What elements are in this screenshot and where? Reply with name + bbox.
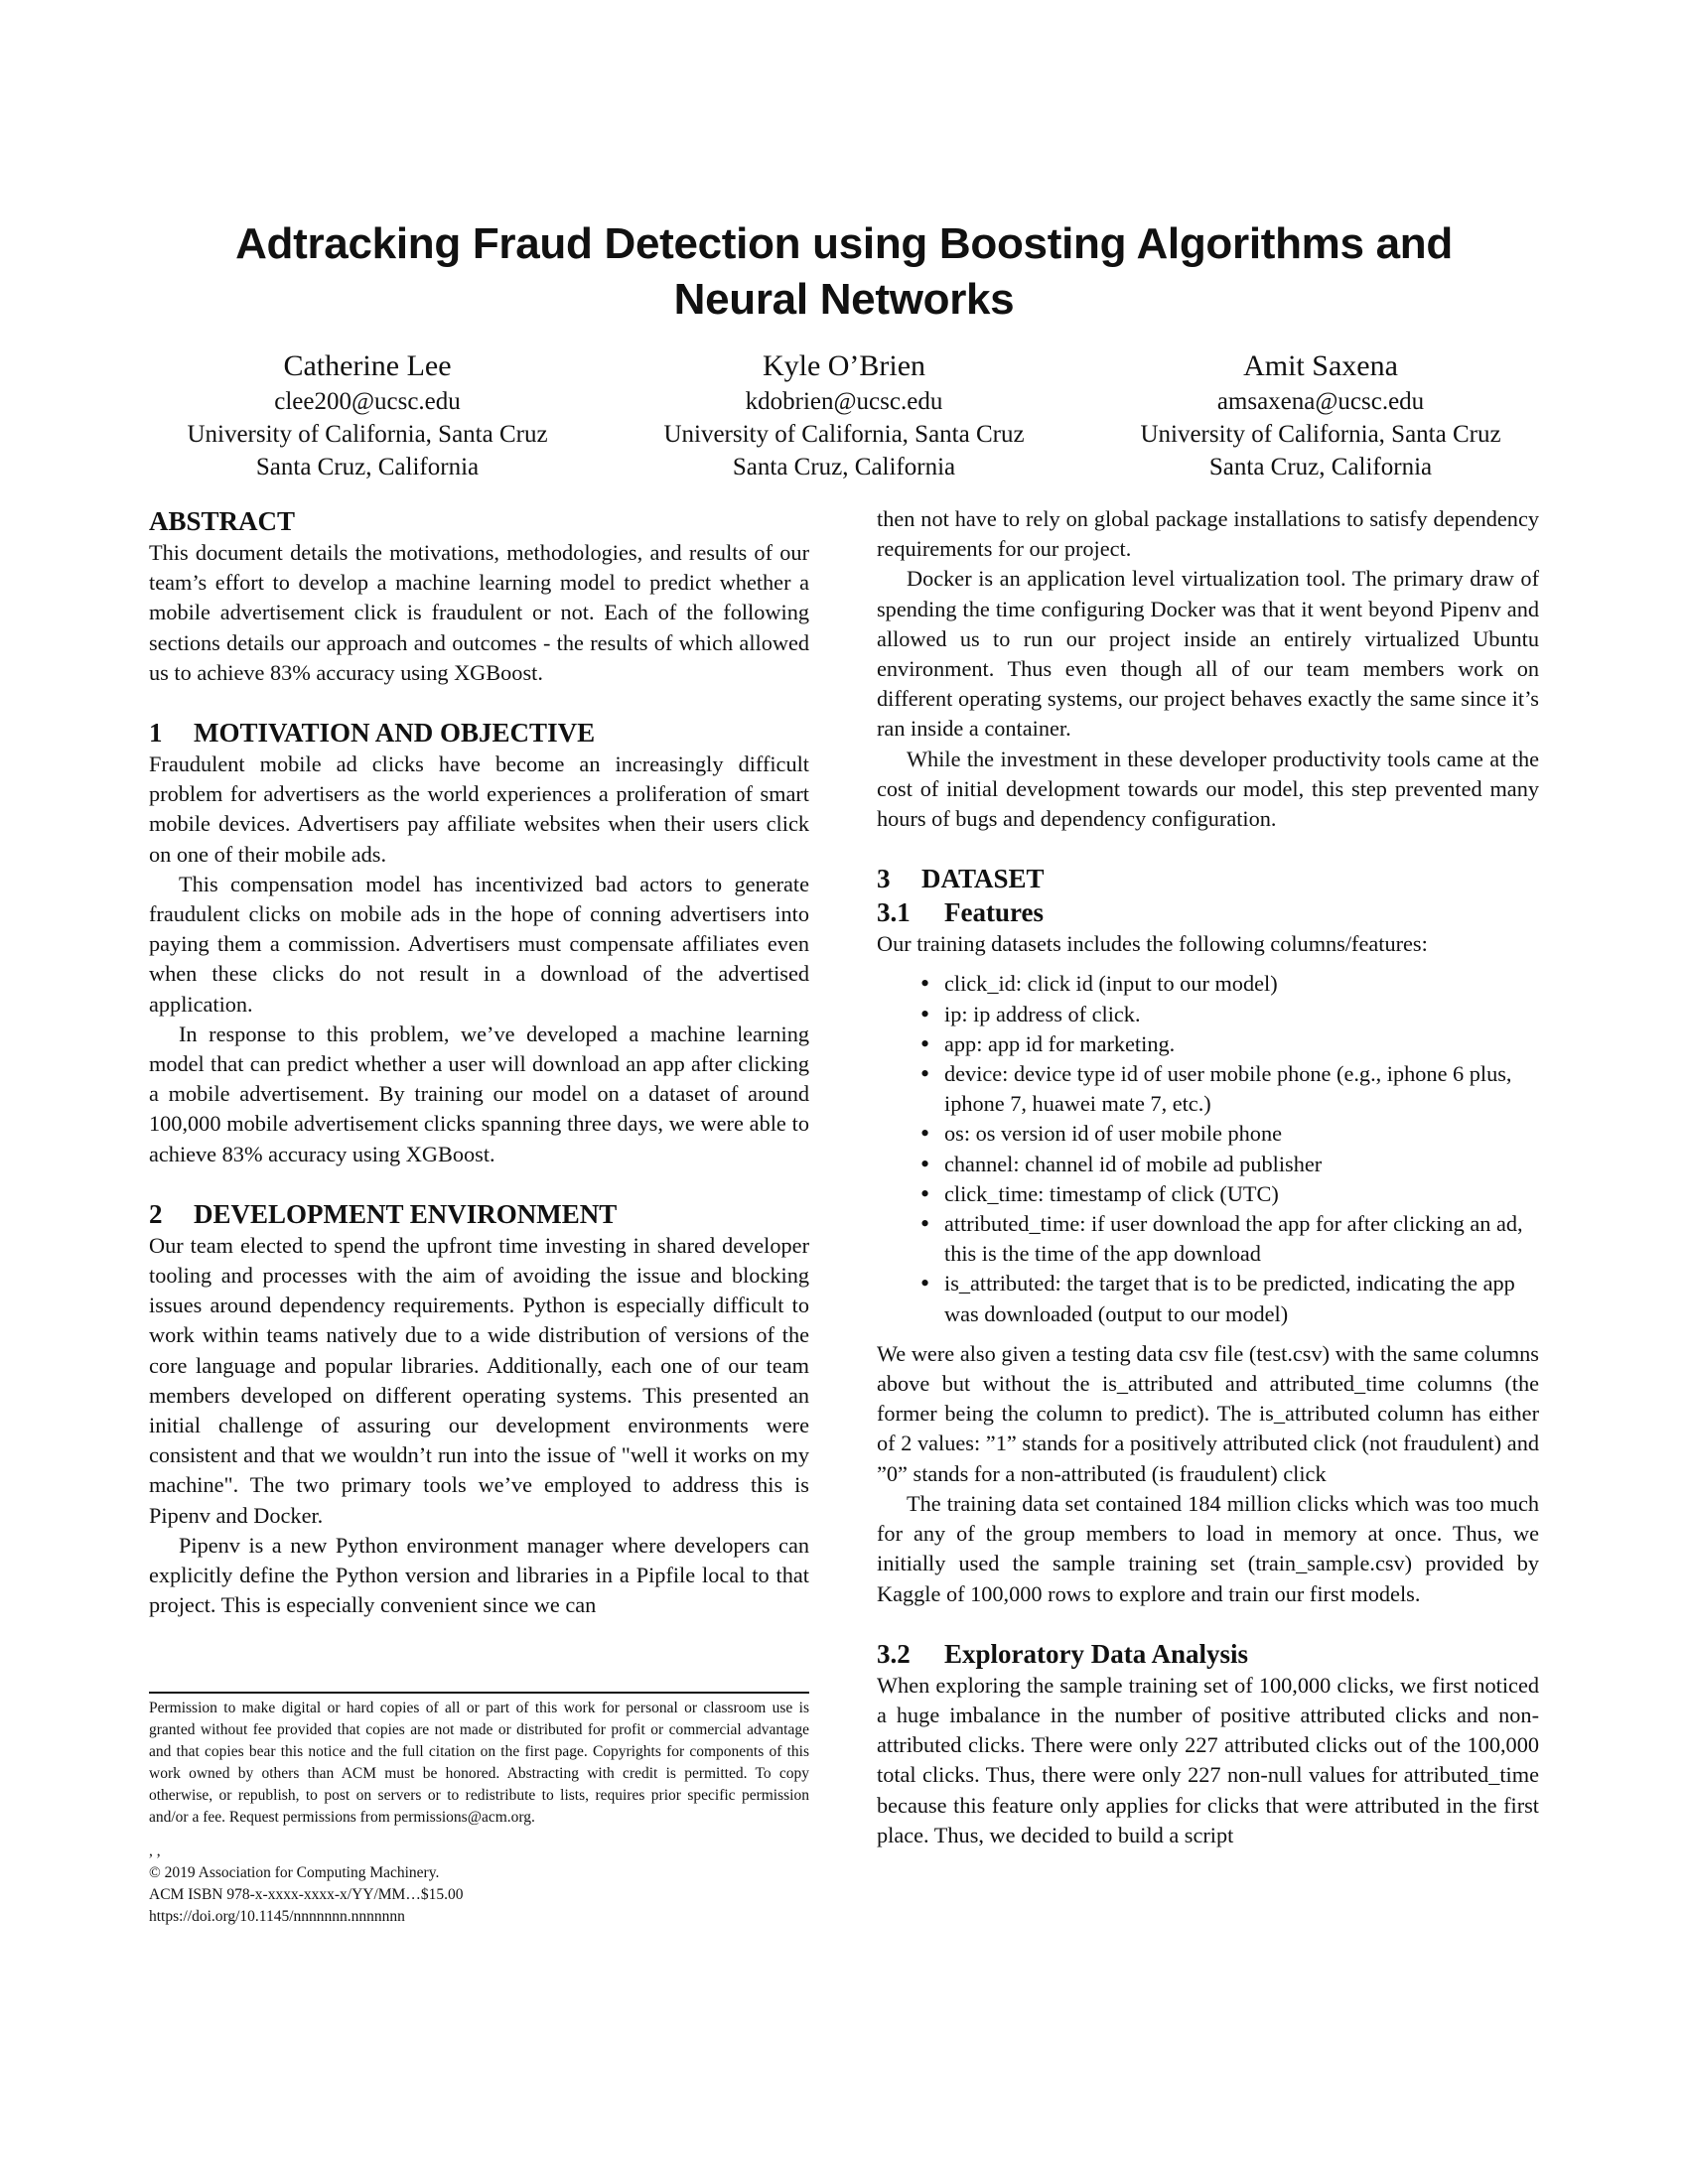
list-item: • channel: channel id of mobile ad publisher: [944, 1150, 1539, 1179]
abstract-heading: ABSTRACT: [149, 506, 296, 536]
title-line-2: Neural Networks: [673, 275, 1015, 324]
copyright-footnote: [149, 1698, 809, 1928]
section-number: 1: [149, 718, 163, 749]
paragraph: Fraudulent mobile ad clicks have become an increasingly difficult problem for advertisers as the world experiences a proliferation of smart mobile devices. Advertisers pay affiliate websites when their users click on one of their mobile ads.: [149, 751, 809, 867]
features-intro: Our training datasets includes the following columns/features:: [877, 931, 1428, 957]
copyright-line: © 2019 Association for Computing Machinery.: [149, 1864, 440, 1881]
conference-placeholder: , ,: [149, 1843, 161, 1859]
section-2-heading: [149, 1197, 809, 1231]
author-name: Amit Saxena: [1243, 349, 1398, 382]
section-title: DATASET: [921, 864, 1045, 894]
section-title: MOTIVATION AND OBJECTIVE: [194, 718, 596, 749]
subsection-3-2-heading: [877, 1637, 1539, 1671]
author-3: [1102, 347, 1539, 483]
subsection-3-1-heading: [877, 895, 1539, 929]
list-item: • app: app id for marketing.: [944, 1029, 1539, 1059]
paragraph: then not have to rely on global package installations to satisfy dependency requirements for our project.: [877, 506, 1539, 562]
section-1-heading: [149, 716, 809, 750]
paragraph: Docker is an application level virtualization tool. The primary draw of spending the time configuring Docker was that it went beyond Pipenv and allowed us to run our project inside an entirely virtualized Ubuntu environment. Thus even though all of our team members work on different operating systems, our project behaves exactly the same since it’s ran inside a container.: [877, 566, 1539, 742]
section-number: 3: [877, 864, 891, 894]
title-line-1: Adtracking Fraud Detection using Boosting Algorithms and: [235, 219, 1453, 268]
paragraph: Pipenv is a new Python environment manager where developers can explicitly define the Python version and libraries in a Pipfile local to that project. This is especially convenient since we can: [149, 1532, 809, 1618]
paragraph: We were also given a testing data csv file (test.csv) with the same columns above but without the is_attributed and attributed_time columns (the former being the column to predict). The is_attributed column has either of 2 values: ”1” stands for a positively attributed click (not fraudulent) and ”0” stands for a non-attributed (is fraudulent) click: [877, 1340, 1539, 1486]
publication-meta: [149, 1841, 809, 1928]
section-number: 2: [149, 1198, 163, 1229]
list-item: • click_time: timestamp of click (UTC): [944, 1179, 1539, 1209]
list-item: • device: device type id of user mobile phone (e.g., iphone 6 plus, iphone 7, huawei mate 7, etc.): [944, 1059, 1539, 1119]
author-location: Santa Cruz, California: [1208, 454, 1433, 480]
abstract-text: This document details the motivations, methodologies, and results of our team’s effort to develop a machine learning model to predict whether a mobile advertisement click is fraudulent or not. Each of the following sections details our approach and outcomes - the results of which allowed us to achieve 83% accuracy using XGBoost.: [149, 540, 809, 685]
paragraph: The training data set contained 184 million clicks which was too much for any of the group members to load in memory at once. Thus, we initially used the sample training set (train_sample.csv) provided by Kaggle of 100,000 rows to explore and train our first models.: [877, 1490, 1539, 1606]
list-item: • click_id: click id (input to our model): [944, 969, 1539, 999]
author-name: Catherine Lee: [283, 349, 452, 382]
right-column: [877, 504, 1539, 1850]
paper-title: [149, 216, 1539, 328]
feature-list: [877, 969, 1539, 1328]
author-affiliation: University of California, Santa Cruz: [663, 421, 1025, 448]
author-location: Santa Cruz, California: [255, 454, 480, 480]
list-item: • is_attributed: the target that is to be predicted, indicating the app was downloaded (output to our model): [944, 1269, 1539, 1328]
author-email: clee200@ucsc.edu: [274, 388, 461, 415]
section-3-heading: [877, 862, 1539, 895]
permission-notice: Permission to make digital or hard copies of all or part of this work for personal or classroom use is granted without fee provided that copies are not made or distributed for profit or commercial advantage and that copies bear this notice and the full citation on the first page. Copyrights for components of this work owned by others than ACM must be honored. Abstracting with credit is permitted. To copy otherwise, or republish, to post on servers or to redistribute to lists, requires prior specific permission and/or a fee. Request permissions from permissions@acm.org.: [149, 1700, 809, 1826]
author-2: [626, 347, 1062, 483]
section-title: DEVELOPMENT ENVIRONMENT: [194, 1198, 618, 1229]
isbn-line: ACM ISBN 978-x-xxxx-xxxx-x/YY/MM…$15.00: [149, 1886, 464, 1903]
author-1: [149, 347, 586, 483]
paragraph: While the investment in these developer productivity tools came at the cost of initial development towards our model, this step prevented many hours of bugs and dependency configuration.: [877, 746, 1539, 832]
paragraph: In response to this problem, we’ve developed a machine learning model that can predict whether a user will download an app after clicking a mobile advertisement. By training our model on a dataset of around 100,000 mobile advertisement clicks spanning three days, we were able to achieve 83% accuracy using XGBoost.: [149, 1021, 809, 1166]
author-affiliation: University of California, Santa Cruz: [1140, 421, 1501, 448]
list-item: • os: os version id of user mobile phone: [944, 1119, 1539, 1149]
footnote-divider: [149, 1692, 809, 1694]
paragraph: This compensation model has incentivized bad actors to generate fraudulent clicks on mobile ads in the hope of conning advertisers into paying them a commission. Advertisers must compensate affiliates even when these clicks do not result in a download of the advertised application.: [149, 871, 809, 1017]
list-item: • attributed_time: if user download the app for after clicking an ad, this is the time of the app download: [944, 1209, 1539, 1269]
author-email: amsaxena@ucsc.edu: [1216, 388, 1425, 415]
subsection-number: 3.2: [877, 1638, 911, 1669]
subsection-title: Exploratory Data Analysis: [944, 1638, 1249, 1669]
author-block: [149, 347, 1539, 483]
doi-link[interactable]: https://doi.org/10.1145/nnnnnnn.nnnnnnn: [149, 1908, 405, 1925]
left-column: [149, 504, 809, 1621]
subsection-title: Features: [944, 897, 1044, 928]
author-email: kdobrien@ucsc.edu: [745, 388, 943, 415]
author-affiliation: University of California, Santa Cruz: [187, 421, 548, 448]
list-item: • ip: ip address of click.: [944, 1000, 1539, 1029]
paragraph: Our team elected to spend the upfront time investing in shared developer tooling and processes with the aim of avoiding the issue and blocking issues around dependency requirements. Python is especially difficult to work within teams natively due to a wide distribution of versions of the core language and popular libraries. Additionally, each one of our team members developed on different operating systems. This presented an initial challenge of assuring our development environments were consistent and that we wouldn’t run into the issue of "well it works on my machine". The two primary tools we’ve employed to address this is Pipenv and Docker.: [149, 1232, 809, 1528]
subsection-number: 3.1: [877, 897, 911, 928]
author-name: Kyle O’Brien: [762, 349, 926, 382]
paragraph: When exploring the sample training set of 100,000 clicks, we first noticed a huge imbalance in the number of positive attributed clicks and non-attributed clicks. There were only 227 attributed clicks out of the 100,000 total clicks. Thus, there were only 227 non-null values for attributed_time because this feature only applies for clicks that were attributed in the first place. Thus, we decided to build a script: [877, 1672, 1539, 1847]
author-location: Santa Cruz, California: [732, 454, 956, 480]
